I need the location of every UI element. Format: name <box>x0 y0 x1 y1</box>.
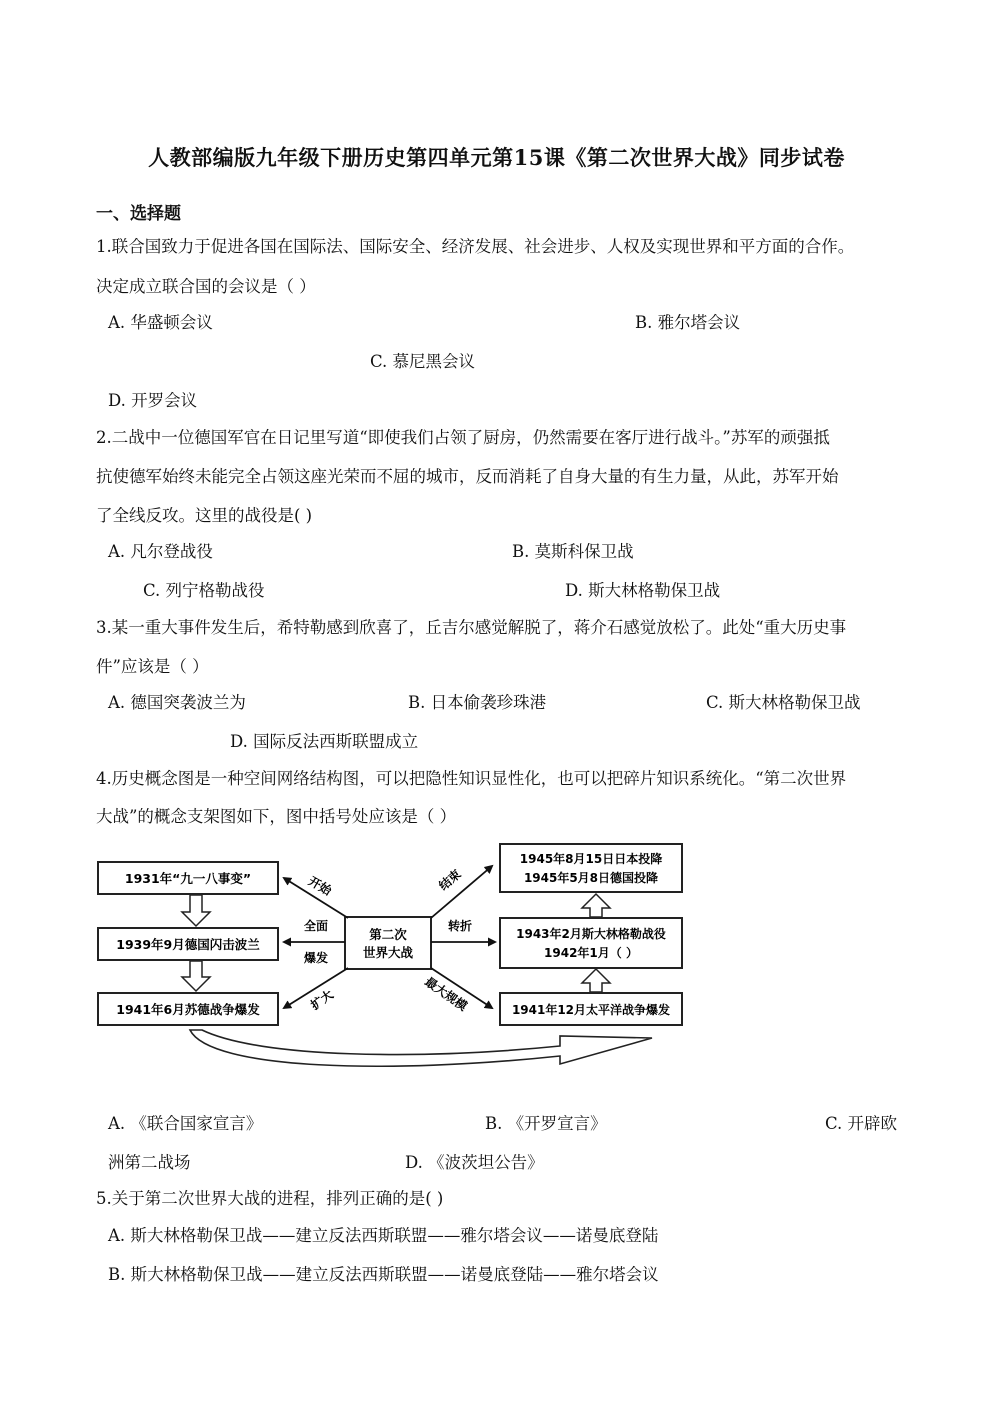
label-full-1: 全面 <box>303 919 329 933</box>
center-text-1: 第二次 <box>369 927 407 942</box>
q2-option-b: B. 莫斯科保卫战 <box>512 542 634 561</box>
q2-option-a: A. 凡尔登战役 <box>108 542 213 561</box>
label-turn: 转折 <box>447 919 473 933</box>
q1-stem-line1: 1.联合国致力于促进各国在国际法、国际安全、经济发展、社会进步、人权及实现世界和平方面的合作。 <box>96 237 855 256</box>
q2-option-c: C. 列宁格勒战役 <box>143 581 265 600</box>
q2-stem-line1: 2.二战中一位德国军官在日记里写道“即使我们占领了厨房，仍然需要在客厅进行战斗。”苏军的顽强抵 <box>96 428 830 447</box>
box-turning-text-2: 1942年1月（ ） <box>544 946 638 960</box>
box-turning <box>500 918 682 968</box>
label-full-2: 爆发 <box>303 951 329 965</box>
q2-stem-line2: 抗使德军始终未能完全占领这座光荣而不屈的城市，反而消耗了自身大量的有生力量，从此，苏军开始 <box>96 467 839 486</box>
q5-option-a: A. 斯大林格勒保卫战——建立反法西斯联盟——雅尔塔会议——诺曼底登陆 <box>108 1226 659 1245</box>
q2-option-d: D. 斯大林格勒保卫战 <box>565 581 721 600</box>
label-end: 结束 <box>436 866 464 894</box>
down-arrow-1 <box>182 895 210 926</box>
box-surrender-text-2: 1945年5月8日德国投降 <box>523 871 659 885</box>
q3-option-c: C. 斯大林格勒保卫战 <box>706 693 861 712</box>
bottom-curved-arrow <box>190 1030 652 1066</box>
label-expand: 扩大 <box>308 987 336 1013</box>
q4-stem-line1: 4.历史概念图是一种空间网络结构图，可以把隐性知识显性化，也可以把碎片知识系统化。“第二次世界 <box>96 769 847 788</box>
center-text-2: 世界大战 <box>362 945 414 960</box>
q4-option-c-part1: C. 开辟欧 <box>825 1114 898 1133</box>
exam-title: 人教部编版九年级下册历史第四单元第15课《第二次世界大战》同步试卷 <box>148 145 845 170</box>
q4-stem-line2: 大战”的概念支架图如下，图中括号处应该是（ ） <box>96 807 457 826</box>
arrow-to-end <box>431 866 492 918</box>
q1-option-a: A. 华盛顿会议 <box>108 313 213 332</box>
q5-stem: 5.关于第二次世界大战的进程，排列正确的是( ) <box>96 1189 444 1208</box>
q3-option-d: D. 国际反法西斯联盟成立 <box>230 732 419 751</box>
section-heading: 一、选择题 <box>96 204 181 224</box>
box-1941-june-text: 1941年6月苏德战争爆发 <box>116 1002 260 1017</box>
q3-option-a: A. 德国突袭波兰为 <box>108 693 246 712</box>
q4-option-b: B. 《开罗宣言》 <box>485 1114 607 1133</box>
concept-diagram <box>90 838 700 1078</box>
q3-stem-line1: 3.某一重大事件发生后，希特勒感到欣喜了，丘吉尔感觉解脱了，蒋介石感觉放松了。此处“重大历史事 <box>96 618 847 637</box>
q1-option-b: B. 雅尔塔会议 <box>635 313 741 332</box>
box-turning-text-1: 1943年2月斯大林格勒战役 <box>516 927 666 941</box>
q3-option-b: B. 日本偷袭珍珠港 <box>408 693 547 712</box>
q3-stem-line2: 件”应该是（ ） <box>96 657 209 676</box>
q1-option-c: C. 慕尼黑会议 <box>370 352 476 371</box>
q4-option-a: A. 《联合国家宣言》 <box>108 1114 263 1133</box>
box-1931-text: 1931年“九一八事变” <box>124 871 252 886</box>
box-surrender-text-1: 1945年8月15日日本投降 <box>519 852 663 866</box>
q1-option-d: D. 开罗会议 <box>108 391 198 410</box>
up-arrow-2 <box>582 969 610 992</box>
q2-stem-line3: 了全线反攻。这里的战役是( ) <box>96 506 313 525</box>
label-start: 开始 <box>306 873 334 899</box>
down-arrow-2 <box>182 961 210 991</box>
q4-option-c-part2: 洲第二战场 <box>108 1153 191 1172</box>
q1-stem-line2: 决定成立联合国的会议是（ ） <box>96 277 316 296</box>
center-box <box>345 917 431 969</box>
box-1939-text: 1939年9月德国闪击波兰 <box>116 937 260 952</box>
box-pacific-text: 1941年12月太平洋战争爆发 <box>511 1003 671 1017</box>
up-arrow-1 <box>582 894 610 917</box>
label-max-scale: 最大规模 <box>422 974 470 1014</box>
q5-option-b: B. 斯大林格勒保卫战——建立反法西斯联盟——诺曼底登陆——雅尔塔会议 <box>108 1265 659 1284</box>
q4-option-d: D. 《波茨坦公告》 <box>405 1153 544 1172</box>
